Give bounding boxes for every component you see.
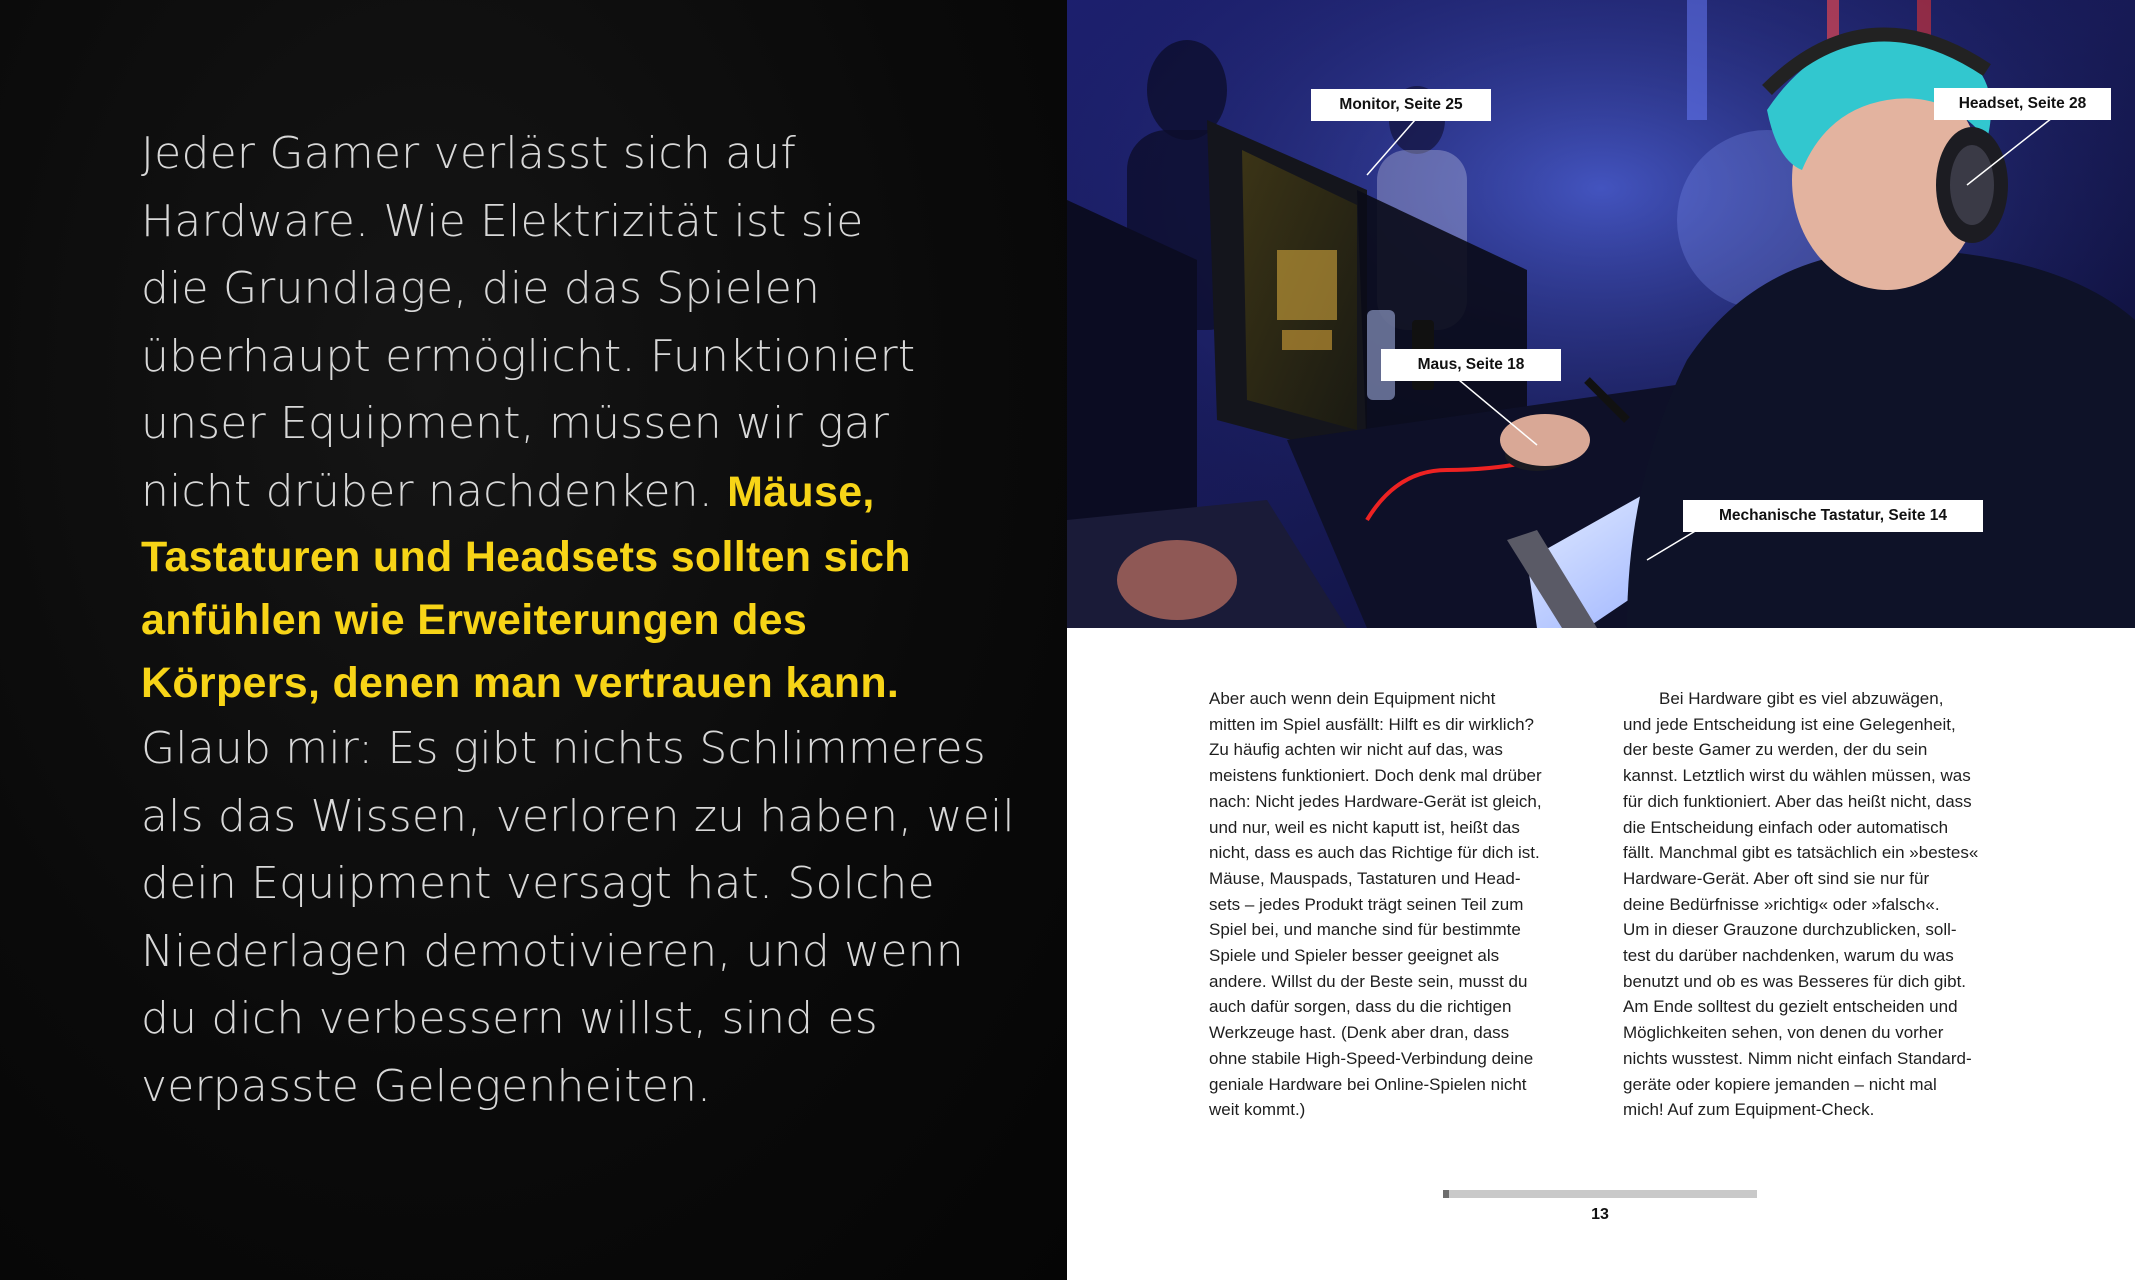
text-line: kannst. Letztlich wirst du wählen müssen, was xyxy=(1623,766,1971,786)
intro-line: überhaupt ermöglicht. Funktioniert xyxy=(141,330,916,382)
callout-keyboard: Mechanische Tastatur, Seite 14 xyxy=(1683,500,1983,532)
text-line: Spiel bei, und manche sind für bestimmte xyxy=(1209,920,1521,940)
intro-line: Niederlagen demotivieren, und wenn xyxy=(141,925,964,977)
left-page-dark-panel xyxy=(0,0,1067,1280)
intro-line-mixed xyxy=(141,458,941,527)
intro-line: dein Equipment versagt hat. Solche xyxy=(141,858,935,909)
text-line: und jede Entscheidung ist eine Gelegenheit, xyxy=(1623,714,1956,734)
intro-line: du dich verbessern willst, sind es xyxy=(141,993,878,1044)
text-line: Um in dieser Grauzone durchzublicken, soll- xyxy=(1623,920,1957,940)
intro-highlight-line: anfühlen wie Erweiterungen des xyxy=(141,596,808,644)
intro-line: Jeder Gamer verlässt sich auf xyxy=(141,128,797,179)
intro-highlight-line: Tastaturen und Headsets sollten sich xyxy=(141,533,911,581)
body-column-left xyxy=(1209,686,1589,1123)
intro-line: Glaub mir: Es gibt nichts Schlimmeres xyxy=(141,723,986,774)
callout-headset: Headset, Seite 28 xyxy=(1934,88,2111,120)
text-line: deine Bedürfnisse »richtig« oder »falsch«. xyxy=(1623,894,1940,914)
text-line: Zu häufig achten wir nicht auf das, was xyxy=(1209,740,1503,760)
text-line: Möglichkeiten sehen, von denen du vorher xyxy=(1623,1023,1944,1043)
text-line: Werkzeuge hast. (Denk aber dran, dass xyxy=(1209,1023,1510,1043)
text-line: weit kommt.) xyxy=(1209,1100,1306,1120)
text-line: nichts wusstest. Nimm nicht einfach Standard- xyxy=(1623,1048,1972,1068)
text-line: der beste Gamer zu werden, der du sein xyxy=(1623,740,1928,760)
callout-monitor: Monitor, Seite 25 xyxy=(1311,89,1491,121)
text-line: nach: Nicht jedes Hardware-Gerät ist gleich, xyxy=(1209,791,1542,811)
text-line: geniale Hardware bei Online-Spielen nicht xyxy=(1209,1074,1527,1094)
text-line: ohne stabile High-Speed-Verbindung deine xyxy=(1209,1048,1534,1068)
text-line: Aber auch wenn dein Equipment nicht xyxy=(1209,689,1496,708)
text-line: und nur, weil es nicht kaputt ist, heißt das xyxy=(1209,817,1520,837)
intro-line: als das Wissen, verloren zu haben, weil xyxy=(141,790,1015,842)
intro-line: Hardware. Wie Elektrizität ist sie xyxy=(141,195,864,247)
text-line: Spiele und Spieler besser geeignet als xyxy=(1209,946,1500,966)
intro-line: unser Equipment, müssen wir gar xyxy=(141,398,890,449)
text-line: geräte oder kopiere jemanden – nicht mal xyxy=(1623,1074,1937,1094)
intro-paragraph xyxy=(141,120,1015,1120)
gamer-setup-photo xyxy=(1067,0,2135,628)
text-line: Hardware-Gerät. Aber oft sind sie nur für xyxy=(1623,868,1930,888)
text-line: die Entscheidung einfach oder automatisch xyxy=(1623,817,1949,837)
callout-mouse: Maus, Seite 18 xyxy=(1381,349,1561,381)
intro-highlight-line: Körpers, denen man vertrauen kann. xyxy=(141,659,900,707)
text-line: sets – jedes Produkt trägt seinen Teil zum xyxy=(1209,894,1524,914)
page-progress-fill xyxy=(1443,1190,1449,1198)
intro-highlight-part: Mäuse, xyxy=(727,467,875,516)
text-line: Am Ende solltest du gezielt entscheiden und xyxy=(1623,997,1958,1017)
intro-line: die Grundlage, die das Spielen xyxy=(141,263,821,314)
intro-line-regular-part: nicht drüber nachdenken. xyxy=(141,465,728,517)
text-line: mitten im Spiel ausfällt: Hilft es dir wirklich? xyxy=(1209,714,1534,734)
text-line: nicht, dass es auch das Richtige für dich ist. xyxy=(1209,843,1540,863)
intro-line: verpasste Gelegenheiten. xyxy=(141,1060,712,1112)
text-line-indented: Bei Hardware gibt es viel abzuwägen, xyxy=(1659,689,1944,708)
text-line: Mäuse, Mauspads, Tastaturen und Head- xyxy=(1209,868,1521,888)
text-line: andere. Willst du der Beste sein, musst du xyxy=(1209,971,1528,991)
text-line: benutzt und ob es was Besseres für dich gibt. xyxy=(1623,971,1967,991)
text-line: test du darüber nachdenken, warum du was xyxy=(1623,946,1954,966)
text-line: fällt. Manchmal gibt es tatsächlich ein »bestes« xyxy=(1623,843,1979,863)
page-number: 13 xyxy=(1591,1206,1609,1223)
text-line: mich! Auf zum Equipment-Check. xyxy=(1623,1100,1875,1120)
text-line: auch dafür sorgen, dass du die richtigen xyxy=(1209,997,1512,1017)
page-progress-bar xyxy=(1443,1190,1757,1198)
text-line: meistens funktioniert. Doch denk mal drüber xyxy=(1209,766,1542,786)
body-column-right xyxy=(1623,686,2003,1123)
text-line: für dich funktioniert. Aber das heißt nicht, dass xyxy=(1623,791,1972,811)
